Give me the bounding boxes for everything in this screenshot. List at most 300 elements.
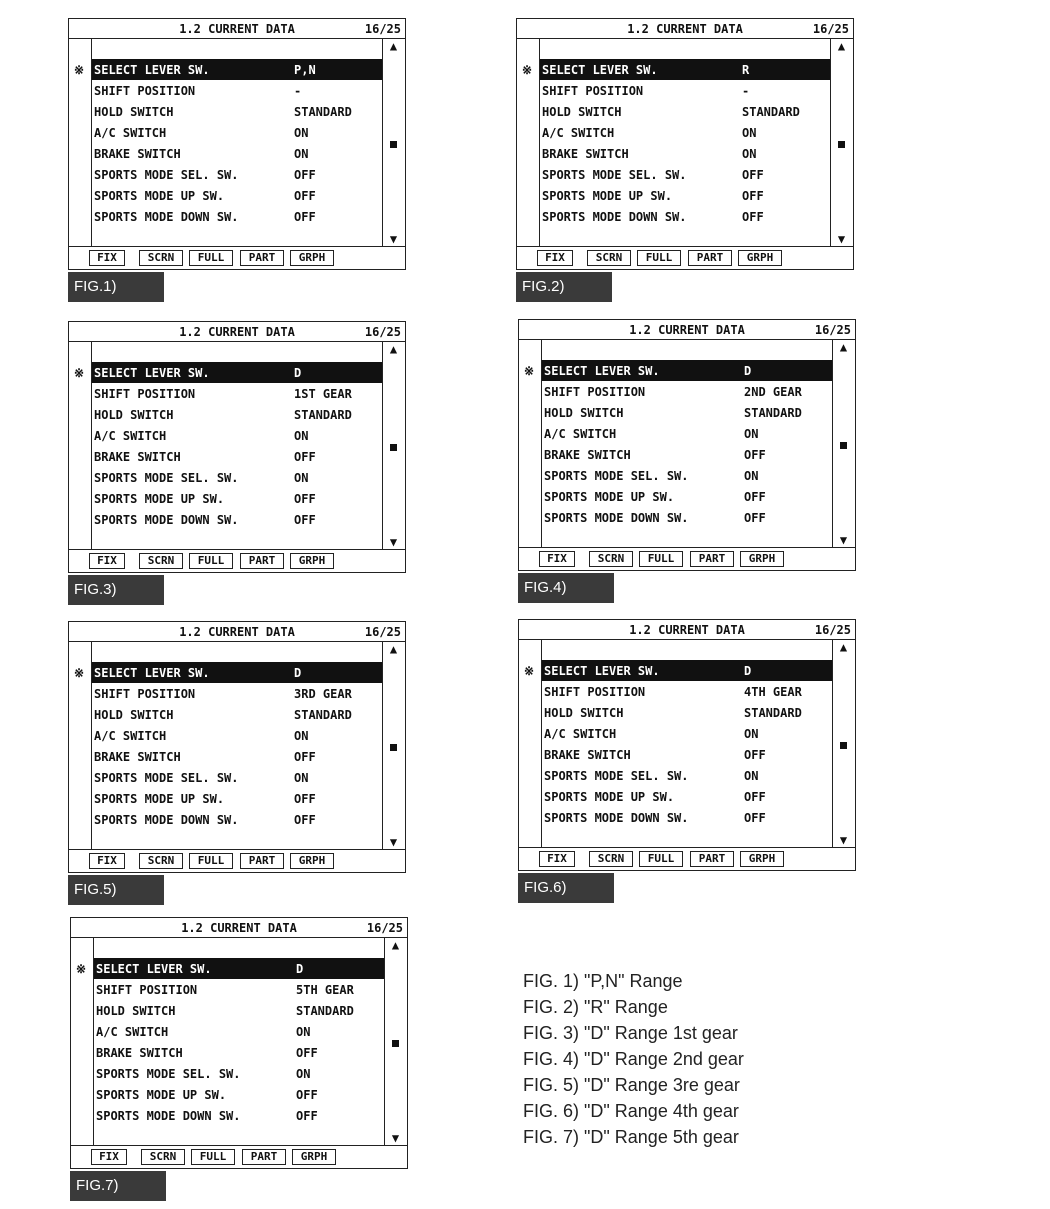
scroll-down-arrow-icon[interactable]: ▼ <box>389 835 398 849</box>
row-label: SPORTS MODE UP SW. <box>96 1088 227 1102</box>
row-label: SPORTS MODE SEL. SW. <box>542 168 687 182</box>
data-row[interactable] <box>92 206 382 227</box>
grph-button[interactable]: GRPH <box>740 851 784 867</box>
row-label: SHIFT POSITION <box>94 387 196 401</box>
row-value: STANDARD <box>742 105 800 119</box>
data-row[interactable] <box>540 122 830 143</box>
data-rows <box>94 958 384 1126</box>
scroll-thumb[interactable] <box>390 444 397 451</box>
selected-data-row[interactable] <box>540 59 830 80</box>
row-value: ON <box>294 429 309 443</box>
row-value: OFF <box>742 210 764 224</box>
function-toolbar <box>69 246 405 269</box>
row-value: STANDARD <box>294 408 352 422</box>
data-row[interactable] <box>92 446 382 467</box>
data-rows <box>542 660 832 828</box>
full-button[interactable]: FULL <box>189 553 233 569</box>
row-label: SPORTS MODE UP SW. <box>94 792 225 806</box>
row-label: A/C SWITCH <box>94 126 167 140</box>
row-value: 4TH GEAR <box>744 685 802 699</box>
row-value: D <box>744 664 752 678</box>
data-row[interactable] <box>540 185 830 206</box>
data-row[interactable] <box>542 423 832 444</box>
data-row[interactable] <box>542 681 832 702</box>
data-row[interactable] <box>92 80 382 101</box>
scroll-thumb[interactable] <box>840 442 847 449</box>
row-label: SPORTS MODE DOWN SW. <box>96 1109 241 1123</box>
data-rows <box>92 362 382 530</box>
data-row[interactable] <box>542 786 832 807</box>
row-label: SELECT LEVER SW. <box>94 666 210 680</box>
page-indicator: 16/25 <box>364 325 401 339</box>
row-label: SPORTS MODE UP SW. <box>542 189 673 203</box>
selected-data-row[interactable] <box>92 59 382 80</box>
data-row[interactable] <box>542 702 832 723</box>
data-row[interactable] <box>94 1000 384 1021</box>
row-value: OFF <box>744 811 766 825</box>
row-label: SPORTS MODE DOWN SW. <box>94 513 239 527</box>
row-label: BRAKE SWITCH <box>96 1046 183 1060</box>
row-value: ON <box>296 1025 311 1039</box>
scroll-thumb[interactable] <box>840 742 847 749</box>
row-label: HOLD SWITCH <box>94 105 174 119</box>
scroll-up-arrow-icon[interactable]: ▲ <box>839 640 848 654</box>
scrn-button[interactable]: SCRN <box>139 853 183 869</box>
data-row[interactable] <box>94 1063 384 1084</box>
row-value: OFF <box>294 813 316 827</box>
row-value: OFF <box>294 210 316 224</box>
part-button[interactable]: PART <box>240 553 284 569</box>
figure-legend <box>523 968 744 1150</box>
legend-line: FIG. 3) "D" Range 1st gear <box>523 1023 738 1043</box>
data-row[interactable] <box>540 206 830 227</box>
page-indicator: 16/25 <box>364 22 401 36</box>
page-indicator: 16/25 <box>814 323 851 337</box>
scroll-down-arrow-icon[interactable]: ▼ <box>837 232 846 246</box>
row-value: OFF <box>744 748 766 762</box>
scan-tool-screen <box>518 619 856 871</box>
fix-button[interactable]: FIX <box>539 551 575 567</box>
legend-line: FIG. 7) "D" Range 5th gear <box>523 1127 739 1147</box>
row-value: ON <box>294 729 309 743</box>
data-row[interactable] <box>94 1105 384 1126</box>
screen-title-bar <box>517 19 853 39</box>
row-value: 3RD GEAR <box>294 687 352 701</box>
row-value: OFF <box>296 1046 318 1060</box>
function-toolbar <box>69 849 405 872</box>
part-button[interactable]: PART <box>240 250 284 266</box>
row-value: ON <box>744 469 759 483</box>
row-label: SELECT LEVER SW. <box>94 366 210 380</box>
row-label: A/C SWITCH <box>94 429 167 443</box>
screen-title-bar <box>69 19 405 39</box>
scan-tool-screen <box>516 18 854 270</box>
scrn-button[interactable]: SCRN <box>589 551 633 567</box>
data-rows <box>542 360 832 528</box>
screen-title-bar <box>519 320 855 340</box>
scan-tool-screen <box>518 319 856 571</box>
scroll-up-arrow-icon[interactable]: ▲ <box>839 340 848 354</box>
data-row[interactable] <box>92 122 382 143</box>
scrollbar[interactable] <box>382 342 405 549</box>
row-label: SELECT LEVER SW. <box>542 63 658 77</box>
row-label: SPORTS MODE SEL. SW. <box>544 469 689 483</box>
row-value: 2ND GEAR <box>744 385 802 399</box>
grph-button[interactable]: GRPH <box>290 250 334 266</box>
row-value: - <box>742 84 750 98</box>
row-label: SPORTS MODE UP SW. <box>544 790 675 804</box>
row-label: HOLD SWITCH <box>544 406 624 420</box>
scrollbar[interactable] <box>832 640 855 847</box>
data-row[interactable] <box>94 979 384 1000</box>
figure-caption: FIG.5) <box>68 875 164 905</box>
row-label: SPORTS MODE DOWN SW. <box>94 813 239 827</box>
row-value: D <box>294 366 302 380</box>
screen-title: 1.2 CURRENT DATA <box>179 625 295 639</box>
data-row[interactable] <box>92 725 382 746</box>
scrn-button[interactable]: SCRN <box>587 250 631 266</box>
row-label: SELECT LEVER SW. <box>94 63 210 77</box>
row-value: STANDARD <box>744 406 802 420</box>
fix-button[interactable]: FIX <box>539 851 575 867</box>
row-label: HOLD SWITCH <box>94 708 174 722</box>
row-value: STANDARD <box>294 105 352 119</box>
part-button[interactable]: PART <box>242 1149 286 1165</box>
data-row[interactable] <box>92 683 382 704</box>
screen-title: 1.2 CURRENT DATA <box>179 325 295 339</box>
row-value: OFF <box>294 189 316 203</box>
row-value: OFF <box>744 490 766 504</box>
data-row[interactable] <box>92 383 382 404</box>
scroll-thumb[interactable] <box>838 141 845 148</box>
scroll-down-arrow-icon[interactable]: ▼ <box>391 1131 400 1145</box>
figure-panel-2 <box>516 18 854 302</box>
row-label: SPORTS MODE DOWN SW. <box>542 210 687 224</box>
selected-data-row[interactable] <box>542 660 832 681</box>
data-row[interactable] <box>92 404 382 425</box>
grph-button[interactable]: GRPH <box>290 553 334 569</box>
row-value: ON <box>742 147 757 161</box>
row-label: SPORTS MODE UP SW. <box>94 189 225 203</box>
scroll-up-arrow-icon[interactable]: ▲ <box>389 642 398 656</box>
row-value: ON <box>744 427 759 441</box>
scrn-button[interactable]: SCRN <box>139 250 183 266</box>
scroll-up-arrow-icon[interactable]: ▲ <box>837 39 846 53</box>
row-value: ON <box>294 471 309 485</box>
scan-tool-screen <box>70 917 408 1169</box>
row-label: SHIFT POSITION <box>542 84 644 98</box>
grph-button[interactable]: GRPH <box>740 551 784 567</box>
legend-line: FIG. 6) "D" Range 4th gear <box>523 1101 739 1121</box>
row-value: OFF <box>294 750 316 764</box>
grph-button[interactable]: GRPH <box>738 250 782 266</box>
selected-data-row[interactable] <box>92 662 382 683</box>
data-row[interactable] <box>92 488 382 509</box>
row-value: STANDARD <box>744 706 802 720</box>
row-label: A/C SWITCH <box>544 427 617 441</box>
row-value: OFF <box>744 790 766 804</box>
selected-row-marker-icon: ※ <box>524 664 535 678</box>
row-value: ON <box>294 126 309 140</box>
data-row[interactable] <box>94 1021 384 1042</box>
row-value: OFF <box>294 450 316 464</box>
row-label: BRAKE SWITCH <box>544 448 631 462</box>
fix-button[interactable]: FIX <box>89 250 125 266</box>
screen-title-bar <box>71 918 407 938</box>
row-label: SHIFT POSITION <box>544 385 646 399</box>
scrollbar[interactable] <box>382 642 405 849</box>
scroll-down-arrow-icon[interactable]: ▼ <box>389 535 398 549</box>
row-value: OFF <box>296 1088 318 1102</box>
full-button[interactable]: FULL <box>639 551 683 567</box>
row-label: SPORTS MODE DOWN SW. <box>94 210 239 224</box>
full-button[interactable]: FULL <box>189 853 233 869</box>
data-list <box>541 340 833 547</box>
grph-button[interactable]: GRPH <box>292 1149 336 1165</box>
full-button[interactable]: FULL <box>189 250 233 266</box>
scroll-thumb[interactable] <box>390 141 397 148</box>
row-value: OFF <box>296 1109 318 1123</box>
row-label: SPORTS MODE SEL. SW. <box>94 471 239 485</box>
function-toolbar <box>519 547 855 570</box>
scrollbar[interactable] <box>384 938 407 1145</box>
fix-button[interactable]: FIX <box>89 853 125 869</box>
data-row[interactable] <box>542 744 832 765</box>
part-button[interactable]: PART <box>688 250 732 266</box>
scrn-button[interactable]: SCRN <box>141 1149 185 1165</box>
data-list <box>91 642 383 849</box>
row-label: SPORTS MODE SEL. SW. <box>544 769 689 783</box>
data-row[interactable] <box>540 101 830 122</box>
fix-button[interactable]: FIX <box>89 553 125 569</box>
scroll-down-arrow-icon[interactable]: ▼ <box>389 232 398 246</box>
row-label: HOLD SWITCH <box>542 105 622 119</box>
row-label: HOLD SWITCH <box>94 408 174 422</box>
data-rows <box>92 59 382 227</box>
row-label: SHIFT POSITION <box>544 685 646 699</box>
data-row[interactable] <box>540 143 830 164</box>
screen-title-bar <box>69 322 405 342</box>
row-value: D <box>744 364 752 378</box>
data-row[interactable] <box>542 807 832 828</box>
data-row[interactable] <box>92 425 382 446</box>
function-toolbar <box>71 1145 407 1168</box>
figure-caption: FIG.4) <box>518 573 614 603</box>
selected-row-marker-icon: ※ <box>76 962 87 976</box>
data-list <box>91 342 383 549</box>
data-rows <box>540 59 830 227</box>
data-list <box>91 39 383 246</box>
row-value: D <box>294 666 302 680</box>
row-value: 1ST GEAR <box>294 387 352 401</box>
data-row[interactable] <box>94 1084 384 1105</box>
row-label: BRAKE SWITCH <box>94 450 181 464</box>
row-label: SHIFT POSITION <box>94 84 196 98</box>
figure-caption: FIG.1) <box>68 272 164 302</box>
page-indicator: 16/25 <box>366 921 403 935</box>
selected-row-marker-icon: ※ <box>522 63 533 77</box>
data-row[interactable] <box>92 101 382 122</box>
row-label: BRAKE SWITCH <box>94 147 181 161</box>
scrollbar[interactable] <box>832 340 855 547</box>
row-value: STANDARD <box>294 708 352 722</box>
scroll-down-arrow-icon[interactable]: ▼ <box>839 533 848 547</box>
scroll-thumb[interactable] <box>390 744 397 751</box>
data-row[interactable] <box>92 809 382 830</box>
scan-tool-screen <box>68 321 406 573</box>
function-toolbar <box>517 246 853 269</box>
scroll-up-arrow-icon[interactable]: ▲ <box>389 342 398 356</box>
data-row[interactable] <box>92 788 382 809</box>
row-label: SPORTS MODE UP SW. <box>544 490 675 504</box>
part-button[interactable]: PART <box>690 551 734 567</box>
row-value: D <box>296 962 304 976</box>
row-label: A/C SWITCH <box>96 1025 169 1039</box>
selected-row-marker-icon: ※ <box>524 364 535 378</box>
data-list <box>541 640 833 847</box>
selected-row-marker-icon: ※ <box>74 366 85 380</box>
data-row[interactable] <box>94 1042 384 1063</box>
legend-line: FIG. 4) "D" Range 2nd gear <box>523 1049 744 1069</box>
row-label: A/C SWITCH <box>94 729 167 743</box>
row-label: SPORTS MODE SEL. SW. <box>94 771 239 785</box>
row-value: OFF <box>742 168 764 182</box>
row-label: A/C SWITCH <box>542 126 615 140</box>
screen-title: 1.2 CURRENT DATA <box>629 623 745 637</box>
full-button[interactable]: FULL <box>191 1149 235 1165</box>
scroll-down-arrow-icon[interactable]: ▼ <box>839 833 848 847</box>
legend-line: FIG. 2) "R" Range <box>523 997 668 1017</box>
data-row[interactable] <box>542 723 832 744</box>
data-row[interactable] <box>92 746 382 767</box>
row-value: OFF <box>294 792 316 806</box>
row-label: SHIFT POSITION <box>94 687 196 701</box>
row-label: A/C SWITCH <box>544 727 617 741</box>
row-label: SHIFT POSITION <box>96 983 198 997</box>
data-row[interactable] <box>92 143 382 164</box>
screen-title: 1.2 CURRENT DATA <box>629 323 745 337</box>
selected-data-row[interactable] <box>542 360 832 381</box>
scrollbar[interactable] <box>830 39 853 246</box>
row-value: ON <box>744 769 759 783</box>
row-value: P,N <box>294 63 316 77</box>
row-value: - <box>294 84 302 98</box>
figure-panel-6 <box>518 619 856 903</box>
row-label: BRAKE SWITCH <box>544 748 631 762</box>
figure-caption: FIG.3) <box>68 575 164 605</box>
data-rows <box>92 662 382 830</box>
function-toolbar <box>69 549 405 572</box>
row-value: ON <box>294 147 309 161</box>
full-button[interactable]: FULL <box>639 851 683 867</box>
row-value: OFF <box>744 448 766 462</box>
row-label: SPORTS MODE DOWN SW. <box>544 511 689 525</box>
row-value: 5TH GEAR <box>296 983 354 997</box>
selected-row-marker-icon: ※ <box>74 666 85 680</box>
row-value: OFF <box>294 492 316 506</box>
data-row[interactable] <box>92 164 382 185</box>
figure-panel-7 <box>70 917 408 1201</box>
data-row[interactable] <box>92 767 382 788</box>
fix-button[interactable]: FIX <box>537 250 573 266</box>
screen-title-bar <box>519 620 855 640</box>
selected-row-marker-icon: ※ <box>74 63 85 77</box>
screen-title-bar <box>69 622 405 642</box>
scroll-thumb[interactable] <box>392 1040 399 1047</box>
row-value: R <box>742 63 750 77</box>
row-value: ON <box>742 126 757 140</box>
row-value: ON <box>744 727 759 741</box>
selected-data-row[interactable] <box>94 958 384 979</box>
figure-caption: FIG.2) <box>516 272 612 302</box>
row-label: SELECT LEVER SW. <box>544 664 660 678</box>
page-indicator: 16/25 <box>364 625 401 639</box>
row-label: SPORTS MODE SEL. SW. <box>94 168 239 182</box>
data-row[interactable] <box>542 765 832 786</box>
fix-button[interactable]: FIX <box>91 1149 127 1165</box>
row-value: OFF <box>294 168 316 182</box>
scrollbar[interactable] <box>382 39 405 246</box>
screen-title: 1.2 CURRENT DATA <box>181 921 297 935</box>
screen-title: 1.2 CURRENT DATA <box>627 22 743 36</box>
grph-button[interactable]: GRPH <box>290 853 334 869</box>
part-button[interactable]: PART <box>690 851 734 867</box>
data-row[interactable] <box>542 507 832 528</box>
figure-panel-4 <box>518 319 856 603</box>
data-row[interactable] <box>92 704 382 725</box>
row-label: HOLD SWITCH <box>96 1004 176 1018</box>
scroll-up-arrow-icon[interactable]: ▲ <box>391 938 400 952</box>
data-row[interactable] <box>92 185 382 206</box>
figure-panel-3 <box>68 321 406 605</box>
full-button[interactable]: FULL <box>637 250 681 266</box>
row-label: SELECT LEVER SW. <box>96 962 212 976</box>
row-label: SPORTS MODE SEL. SW. <box>96 1067 241 1081</box>
row-value: OFF <box>742 189 764 203</box>
data-row[interactable] <box>542 402 832 423</box>
figure-panel-1 <box>68 18 406 302</box>
data-row[interactable] <box>92 509 382 530</box>
data-row[interactable] <box>542 444 832 465</box>
scroll-up-arrow-icon[interactable]: ▲ <box>389 39 398 53</box>
selected-data-row[interactable] <box>92 362 382 383</box>
row-value: STANDARD <box>296 1004 354 1018</box>
data-row[interactable] <box>542 465 832 486</box>
figure-caption: FIG.6) <box>518 873 614 903</box>
screen-title: 1.2 CURRENT DATA <box>179 22 295 36</box>
scan-tool-screen <box>68 621 406 873</box>
row-label: SPORTS MODE UP SW. <box>94 492 225 506</box>
figure-panel-5 <box>68 621 406 905</box>
legend-line: FIG. 1) "P,N" Range <box>523 971 683 991</box>
data-row[interactable] <box>542 486 832 507</box>
row-value: ON <box>296 1067 311 1081</box>
data-row[interactable] <box>540 80 830 101</box>
data-row[interactable] <box>540 164 830 185</box>
data-list <box>93 938 385 1145</box>
row-label: HOLD SWITCH <box>544 706 624 720</box>
row-label: BRAKE SWITCH <box>542 147 629 161</box>
part-button[interactable]: PART <box>240 853 284 869</box>
row-label: SPORTS MODE DOWN SW. <box>544 811 689 825</box>
data-row[interactable] <box>542 381 832 402</box>
figure-caption: FIG.7) <box>70 1171 166 1201</box>
data-row[interactable] <box>92 467 382 488</box>
scrn-button[interactable]: SCRN <box>589 851 633 867</box>
row-value: OFF <box>744 511 766 525</box>
scrn-button[interactable]: SCRN <box>139 553 183 569</box>
legend-line: FIG. 5) "D" Range 3re gear <box>523 1075 740 1095</box>
